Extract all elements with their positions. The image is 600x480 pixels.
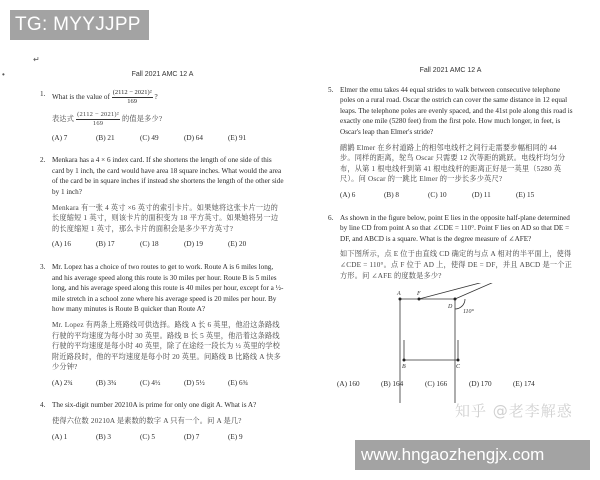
question-1: 1. What is the value of $\frac{\text{(2112 − 2021)²}}{169}$ ? 表达式 $\frac{\text{(2112 − 2021)²}}{169}$ 的值是多少? (A) 7 (B) 21 (C) 49 (D) 64 (E) 91 <box>40 89 285 156</box>
zhihu-watermark: 知乎 @老李解惑 <box>455 402 573 420</box>
label-a: A <box>397 291 401 298</box>
top-tag-overlay: TG: MYYJJPP <box>10 10 149 40</box>
page-header: Fall 2021 AMC 12 A <box>131 71 194 78</box>
answer-choices: (A) 160 (B) 164 (C) 166 (D) 170 (E) 174 <box>337 380 535 388</box>
answer-choices: (A) 7 (B) 21 (C) 49 (D) 64 (E) 91 <box>52 133 247 142</box>
square-abcd-diagram-bottom <box>400 340 480 370</box>
question-2: 2. Menkara has a 4 × 6 index card. If she shortens the length of one side of this card by 1 inch, the card would have area 18 square inches. What would the area of the card be in square inches if instead she shortens the length of the other side by 1 inch? Menkara 有一张 4 英寸 ×6 英寸的索引卡片。如果她将这张卡片一边的长度缩短 1 英寸，则该卡片的面积变为 18 平方英寸。如果她将另一边的长度缩短 1 英寸，那么卡片的面积会是多少平方英寸? (A) 16 (B) 17 (C) 18 (D) 19 (E) 20 <box>40 156 284 249</box>
label-d: D <box>448 304 453 311</box>
question-4: 4. The six-digit number 20210A is prime for only one digit A. What is A? 使得六位数 20210A 是素数的数字 A 只有一个。问 A 是几? (A) 1 (B) 3 (C) 5 (D) 7 (E) 9 <box>40 400 285 454</box>
question-6-choices <box>337 374 587 402</box>
fraction: $\frac{\text{(2112 − 2021)²}}{169}$ <box>112 88 152 105</box>
angle-label: 110° <box>463 309 474 316</box>
left-page <box>40 70 285 454</box>
page-header: Fall 2021 AMC 12 A <box>419 67 482 74</box>
fraction: $\frac{\text{(2112 − 2021)²}}{169}$ <box>77 110 119 127</box>
answer-choices: (A) 16 (B) 17 (C) 18 (D) 19 (E) 20 <box>52 240 247 249</box>
scan-mark: ↵ <box>33 55 40 64</box>
label-b: B <box>402 364 406 370</box>
answer-choices: (A) 2¾ (B) 3¾ (C) 4½ (D) 5½ (E) 6¾ <box>52 378 248 387</box>
question-3: 3. Mr. Lopez has a choice of two routes to get to work. Route A is 6 miles long, and his average speed along this route is 30 miles per hour. Route B is 5 miles long, and his average speed along this route is 40 miles per hour, except for a ½-mile stretch in a school zone where his average speed is 20 miles per hour. By how many minutes is Route B quicker than Route A? Mr. Lopez 有两条上班路线可供选择。路线 A 长 6 英里，他沿这条路线行驶的平均速度为每小时 30 英里。路线 B 长 5 英里，他沿着这条路线行驶的平均速度是每小时 40 英里，除了在途经一段长为 ½ 英里的学校附近路段时，他的平均速度是每小时 20 英里。问路线 B 比路线 A 快多少分钟? (A) 2¾ (B) 3¾ (C) 4½ (D) 5½ (E) 6¾ <box>40 262 284 387</box>
answer-choices: (A) 1 (B) 3 (C) 5 (D) 7 (E) 9 <box>52 432 243 441</box>
label-f: F <box>417 291 421 298</box>
question-6: 6. As shown in the figure below, point E lies in the opposite half-plane determined by line CD from point A so that ∠CDE = 110°. Point F lies on AD so that DE = DF, and ABCD is a square. What is the degree measure of ∠AFE? 如下图所示，点 E 位于由直线 CD 确定的与点 A 相对的半平面上，使得 ∠CDE = 110°。点 F 位于 AD 上，使得 DE = DF，并且 ABCD 是一个正方形。问 ∠AFE 的度数是多少? A F D 110° <box>328 213 573 406</box>
question-5: 5. Elmer the emu takes 44 equal strides to walk between consecutive telephone poles on a rural road. Oscar the ostrich can cover the same distance in 12 equal leaps. The telephone poles are evenly spaced, and the 41st pole along this road is exactly one mile (5280 feet) from the first pole. How much longer, in feet, is Oscar's leap than Elmer's stride? 鸸鹋 Elmer 在乡村道路上的相邻电线杆之间行走需要步幅相同的 44 步。同样的距离，鸵鸟 Oscar 只需要 12 次等距的跳跃。电线杆均匀分布，从第 1 根电线杆到第 41 根电线杆的距离正好是一英里（5280 英尺）。问 Oscar 的一跳比 Elmer 的一步长多少英尺? (A) 6 (B) 8 (C) 10 (D) 11 (E) 15 <box>328 85 573 199</box>
label-c: C <box>456 364 461 370</box>
site-banner-overlay: www.hngaozhengjx.com <box>355 440 590 470</box>
answer-choices: (A) 6 (B) 8 (C) 10 (D) 11 (E) 15 <box>340 190 535 199</box>
scan-dot: • <box>2 70 5 79</box>
